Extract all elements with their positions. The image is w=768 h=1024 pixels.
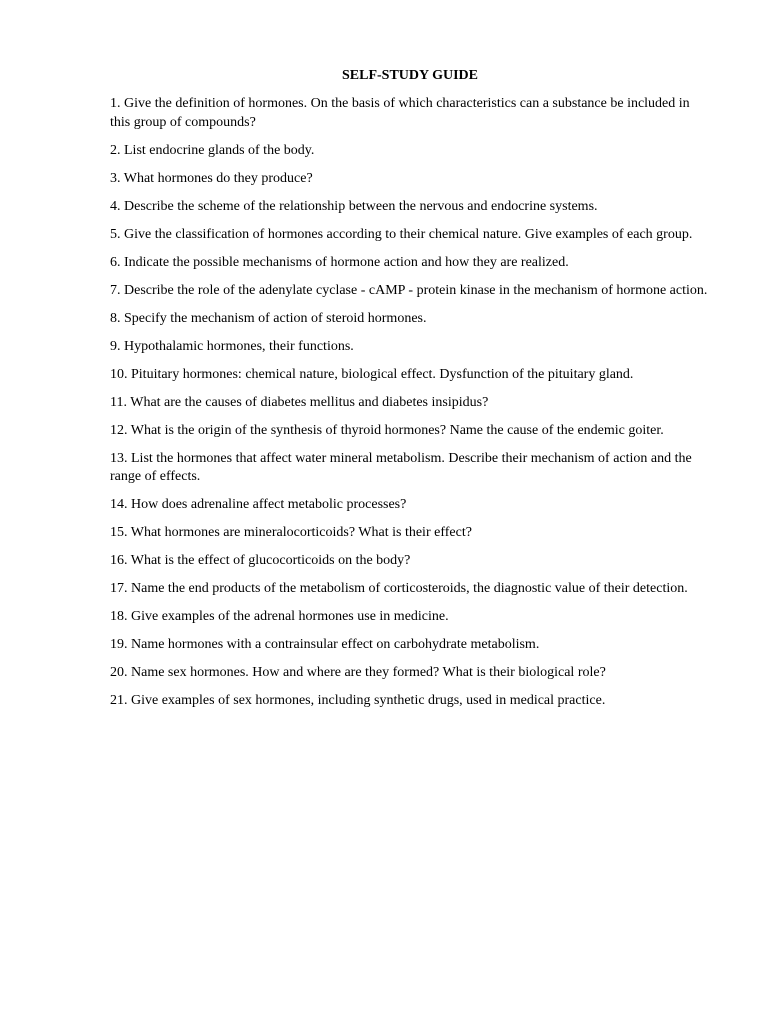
question-list <box>110 95 710 711</box>
question-item: 17. Name the end products of the metabolism of corticosteroids, the diagnostic value of their detection. <box>110 581 688 596</box>
question-item: 8. Specify the mechanism of action of steroid hormones. <box>110 310 427 326</box>
page-title: SELF-STUDY GUIDE <box>341 68 478 83</box>
question-item: 20. Name sex hormones. How and where are they formed? What is their biological role? <box>110 665 606 680</box>
question-item: 12. What is the origin of the synthesis of thyroid hormones? Name the cause of the endemic goiter. <box>110 422 664 438</box>
question-item: 5. Give the classification of hormones according to their chemical nature. Give examples of each group. <box>110 226 693 242</box>
question-item: 7. Describe the role of the adenylate cyclase - cAMP - protein kinase in the mechanism of hormone action. <box>110 282 708 298</box>
question-item: 1. Give the definition of hormones. On the basis of which characteristics can a substance be included in this group of compounds? <box>110 96 690 130</box>
question-item: 19. Name hormones with a contrainsular effect on carbohydrate metabolism. <box>110 637 540 652</box>
question-item: 10. Pituitary hormones: chemical nature, biological effect. Dysfunction of the pituitary gland. <box>110 366 634 382</box>
question-item: 9. Hypothalamic hormones, their functions. <box>110 338 354 354</box>
question-item: 16. What is the effect of glucocorticoids on the body? <box>110 553 411 568</box>
question-item: 15. What hormones are mineralocorticoids? What is their effect? <box>110 525 472 540</box>
question-item: 11. What are the causes of diabetes mellitus and diabetes insipidus? <box>110 394 489 410</box>
question-item: 4. Describe the scheme of the relationship between the nervous and endocrine systems. <box>110 198 598 214</box>
question-item: 14. How does adrenaline affect metabolic processes? <box>110 497 407 512</box>
question-item: 6. Indicate the possible mechanisms of hormone action and how they are realized. <box>110 254 569 270</box>
question-item: 21. Give examples of sex hormones, including synthetic drugs, used in medical practice. <box>110 693 606 708</box>
document-page <box>110 67 710 720</box>
question-item: 2. List endocrine glands of the body. <box>110 142 315 158</box>
question-item: 18. Give examples of the adrenal hormones use in medicine. <box>110 609 449 624</box>
question-item: 3. What hormones do they produce? <box>110 170 313 186</box>
question-item: 13. List the hormones that affect water mineral metabolism. Describe their mechanism of action and the range of effects. <box>110 450 692 484</box>
